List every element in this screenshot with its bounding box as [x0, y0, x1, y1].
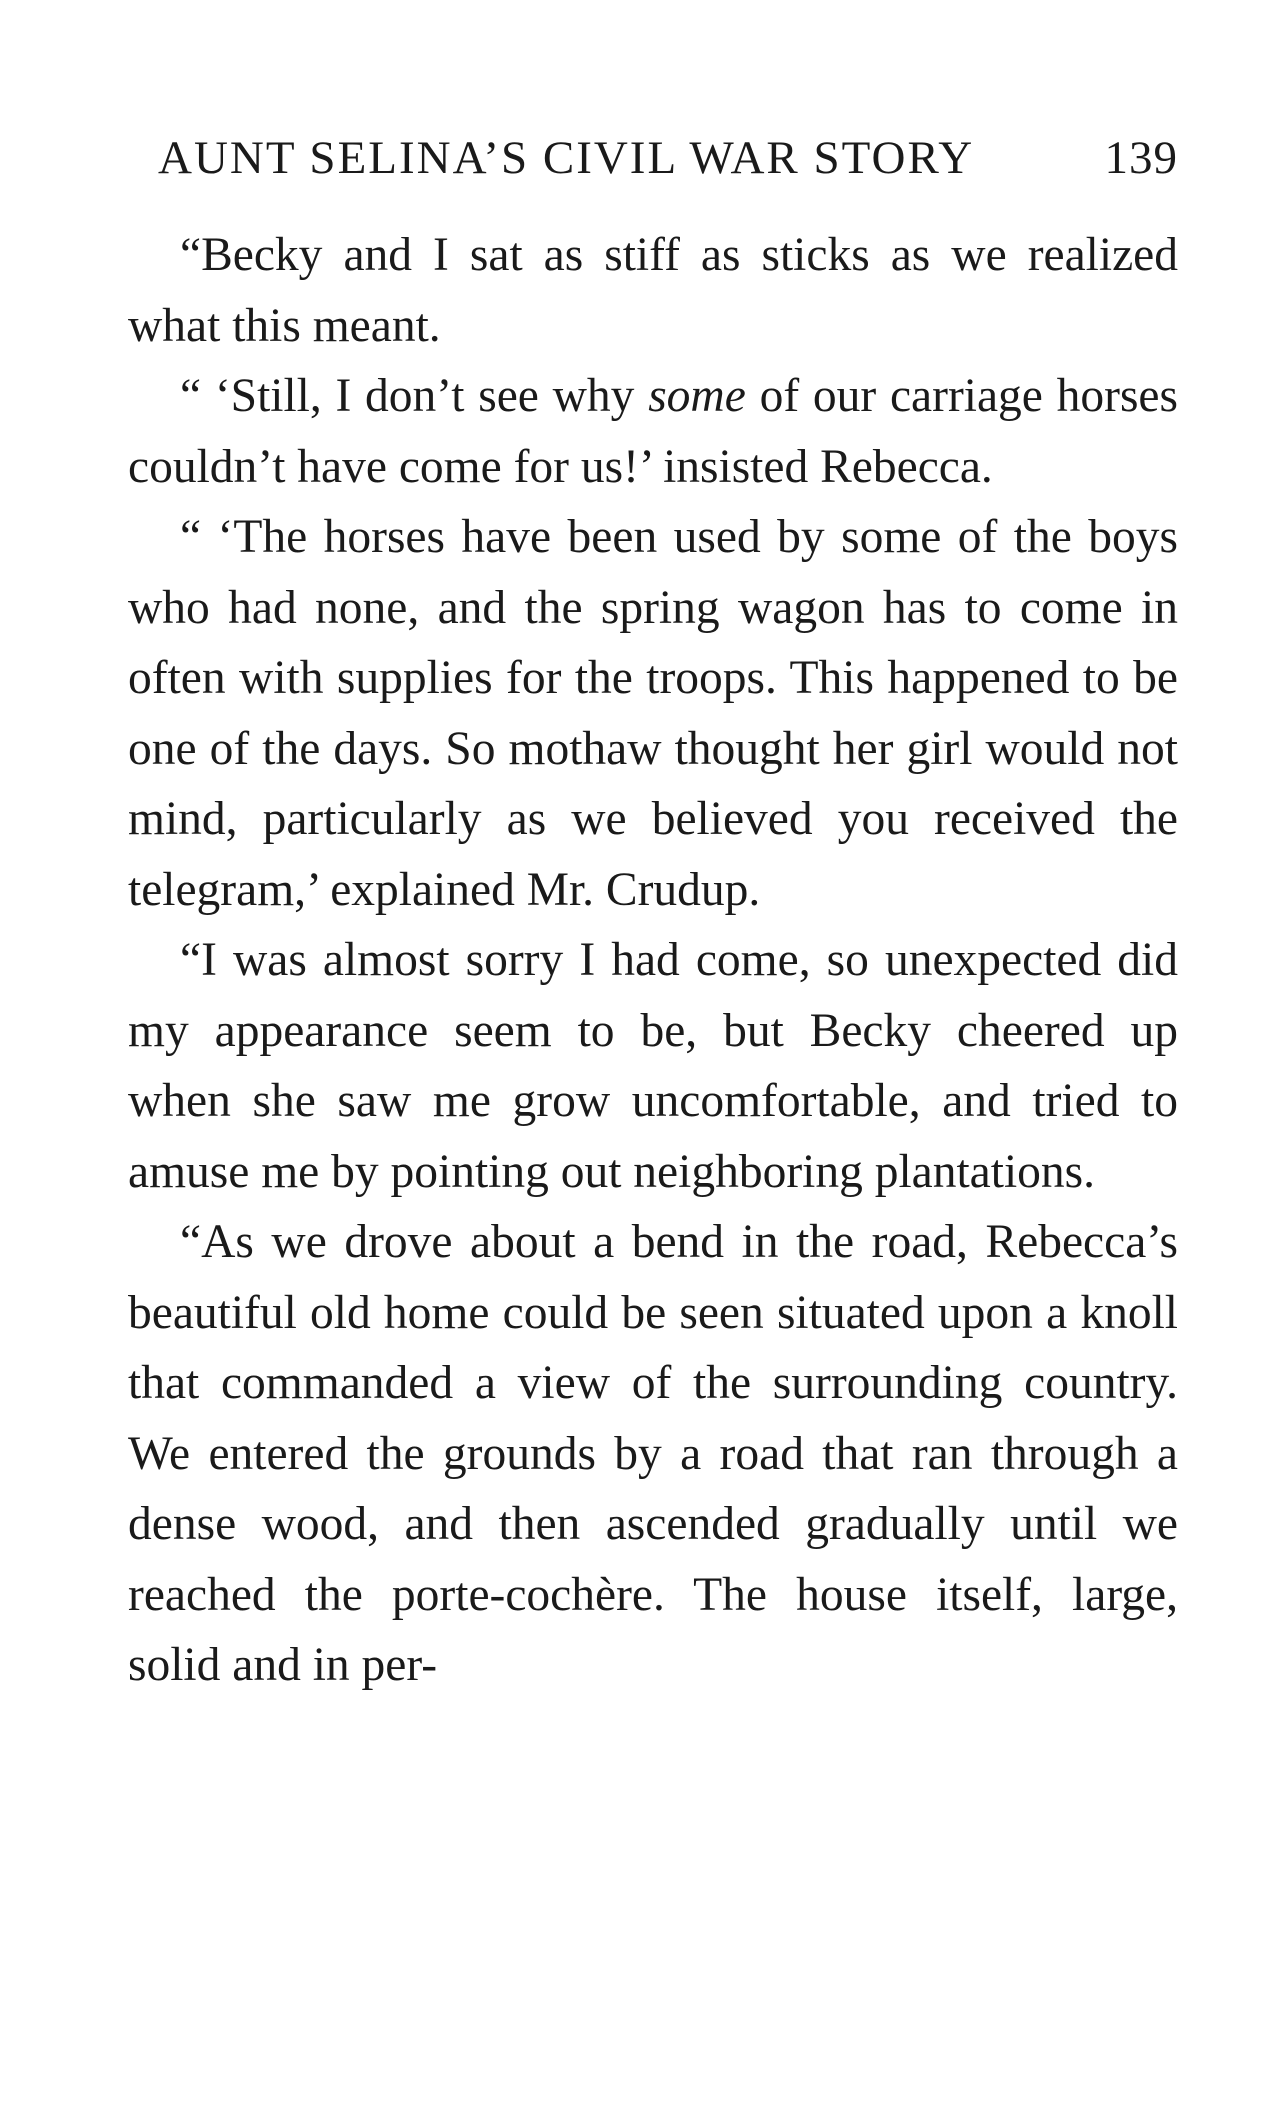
paragraph-1: “Becky and I sat as stiff as sticks as we realized what this meant. — [128, 229, 1178, 352]
paragraph-5: “As we drove about a bend in the road, Rebecca’s beautiful old home could be seen situated upon a knoll that commanded a view of the surrounding country. We entered the grounds by a road that ran through a dense wood, and then ascended gradually until we reached the porte-cochère. The house itself, large, solid and in per- — [128, 1216, 1178, 1691]
emphasized-word: some — [648, 370, 746, 422]
page-number: 139 — [1104, 132, 1178, 184]
paragraph-2 — [128, 361, 1178, 502]
paragraph-3: “ ‘The horses have been used by some of the boys who had none, and the spring wagon has to come in often with supplies for the troops. This happened to be one of the days. So mothaw thought her girl would not mind, particularly as we believed you received the telegram,’ explained Mr. Crudup. — [128, 511, 1178, 916]
paragraph-2-tail: of our carriage horses couldn’t have come for us!’ insisted Rebecca. — [128, 370, 1178, 493]
paragraph-4: “I was almost sorry I had come, so unexpected did my appearance seem to be, but Becky cheered up when she saw me grow uncomfortable, and tried to amuse me by pointing out neighboring plantations. — [128, 934, 1178, 1198]
body-text — [128, 220, 1178, 1701]
paragraph-2-lead: “ ‘Still, I don’t see why — [180, 370, 649, 422]
running-head-title: AUNT SELINA’S CIVIL WAR STORY — [158, 132, 975, 184]
running-head — [158, 128, 1178, 188]
